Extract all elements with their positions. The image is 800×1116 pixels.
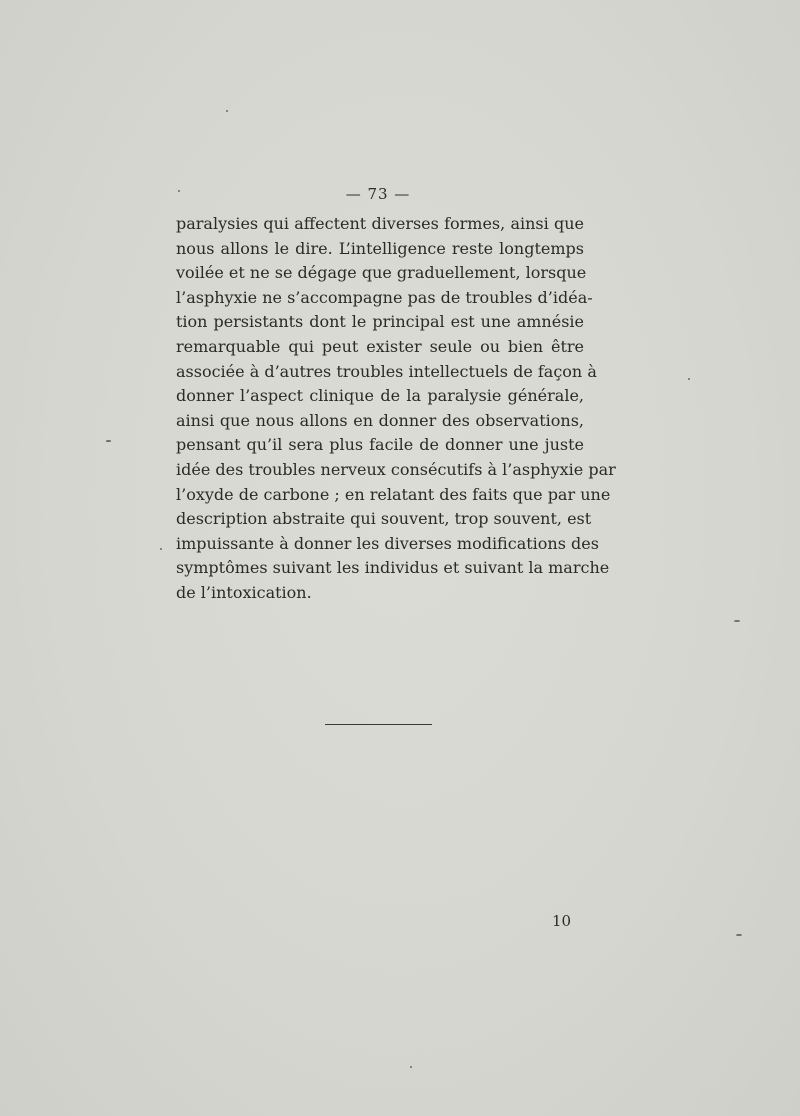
- body-paragraph: [176, 212, 616, 606]
- text-line: paralysies qui affectent diverses formes, ainsi que: [176, 214, 584, 233]
- text-line: associée à d’autres troubles intellectuels de façon à: [176, 361, 597, 381]
- text-line: nous allons le dire. L’intelligence reste longtemps: [176, 238, 584, 258]
- paper-speck: [106, 440, 111, 442]
- text-line: pensant qu’il sera plus facile de donner une juste: [176, 435, 584, 455]
- text-line: tion persistants dont le principal est une amnésie: [176, 312, 584, 332]
- text-line: symptômes suivant les individus et suivant la marche: [176, 558, 610, 578]
- text-line: l’asphyxie ne s’accompagne pas de troubles d’idéa-: [176, 287, 593, 307]
- signature-mark: 10: [552, 912, 572, 930]
- text-line: voilée et ne se dégage que graduellement, lorsque: [176, 263, 587, 283]
- paper-speck: [734, 620, 740, 622]
- paper-speck: [410, 1066, 412, 1068]
- text-line: ainsi que nous allons en donner des observations,: [176, 410, 584, 430]
- text-line: description abstraite qui souvent, trop souvent, est: [176, 509, 592, 529]
- text-line: impuissante à donner les diverses modifications des: [176, 533, 599, 553]
- paper-speck: [178, 190, 180, 192]
- text-line: l’oxyde de carbone ; en relatant des faits que par une: [176, 484, 611, 504]
- text-line: remarquable qui peut exister seule ou bien être: [176, 336, 584, 356]
- section-divider: [325, 724, 432, 725]
- page-number: — 73 —: [345, 185, 411, 203]
- text-line: idée des troubles nerveux consécutifs à l’asphyxie par: [176, 459, 616, 479]
- text-line: de l’intoxication.: [176, 582, 312, 602]
- text-line: donner l’aspect clinique de la paralysie générale,: [176, 386, 584, 406]
- paper-speck: [226, 110, 228, 112]
- paper-speck: [688, 378, 690, 380]
- paper-speck: [736, 934, 742, 936]
- paper-speck: [160, 548, 162, 550]
